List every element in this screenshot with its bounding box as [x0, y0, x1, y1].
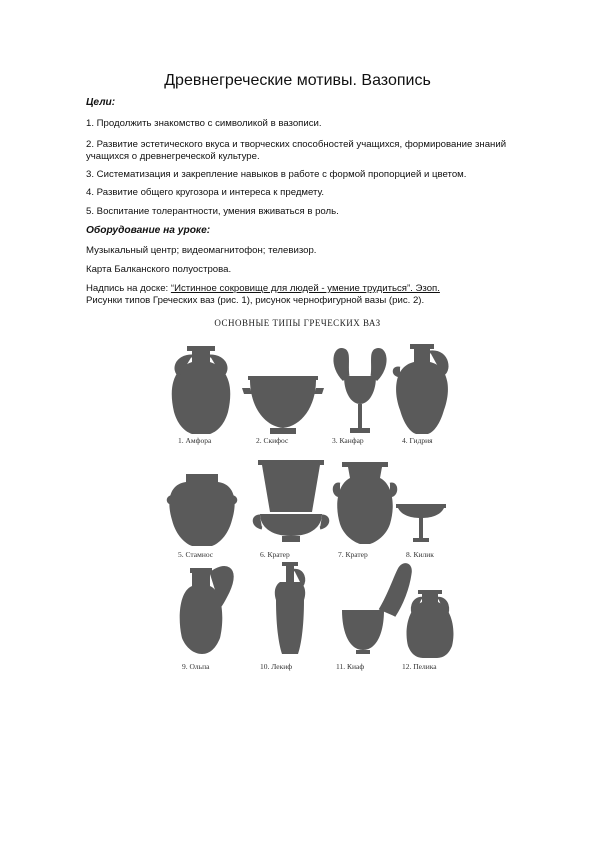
page-title: Древнегреческие мотивы. Вазопись — [164, 72, 431, 89]
vase-types-figure — [160, 336, 460, 676]
goals-heading: Цели: — [86, 97, 116, 108]
caption-stamnos: 5. Стамнос — [178, 550, 214, 559]
board-prefix: Надпись на доске: — [86, 283, 171, 294]
goal-1: 1. Продолжить знакомство с символикой в вазописи. — [86, 118, 322, 129]
caption-lekythos: 10. Лекиф — [260, 662, 293, 671]
hydria-vase — [394, 344, 448, 434]
caption-hydria: 4. Гидрия — [402, 436, 433, 445]
kylix-vase — [396, 504, 446, 542]
drawings-note: Рисунки типов Греческих ваз (рис. 1), рисунок чернофигурной вазы (рис. 2). — [86, 295, 425, 306]
lekythos-vase — [275, 562, 305, 654]
board-inscription — [86, 283, 546, 295]
caption-amphora: 1. Амфора — [178, 436, 212, 445]
vase-illustrations — [160, 336, 460, 676]
amphora-vase — [172, 346, 231, 434]
caption-kylix: 8. Килик — [406, 550, 434, 559]
goal-2: 2. Развитие эстетического вкуса и творческих способностей учащихся, формирование знаний учащихся о древнегреческой культуре. — [86, 139, 507, 162]
goal-4: 4. Развитие общего кругозора и интереса к предмету. — [86, 187, 325, 198]
pelike-vase — [407, 590, 454, 658]
goal-3: 3. Систематизация и закрепление навыков в работе с формой пропорцией и цветом. — [86, 169, 467, 180]
goal-5: 5. Воспитание толерантности, умения вживаться в роль. — [86, 206, 339, 217]
caption-krater-1: 6. Кратер — [260, 550, 290, 559]
skyphos-vase — [242, 376, 324, 434]
caption-kantharos: 3. Канфар — [332, 436, 364, 445]
caption-skyphos: 2. Скифос — [256, 436, 289, 445]
equipment-1: Музыкальный центр; видеомагнитофон; телевизор. — [86, 245, 317, 256]
equipment-2: Карта Балканского полуострова. — [86, 264, 232, 275]
kyathos-vase — [342, 565, 410, 654]
caption-olpe: 9. Ольпа — [182, 662, 210, 671]
krater-volute-vase — [334, 462, 396, 544]
figure-title: ОСНОВНЫЕ ТИПЫ ГРЕЧЕСКИХ ВАЗ — [214, 318, 381, 328]
equipment-heading: Оборудование на уроке: — [86, 225, 211, 236]
caption-krater-2: 7. Кратер — [338, 550, 368, 559]
board-quote: “Истинное сокровище для людей - умение трудиться”. Эзоп. — [170, 283, 440, 294]
kantharos-vase — [335, 349, 385, 433]
olpe-vase — [180, 568, 233, 654]
caption-pelike: 12. Пелика — [402, 662, 437, 671]
stamnos-vase — [168, 474, 236, 546]
caption-kyathos: 11. Киаф — [336, 662, 365, 671]
krater-column-vase — [254, 460, 328, 542]
